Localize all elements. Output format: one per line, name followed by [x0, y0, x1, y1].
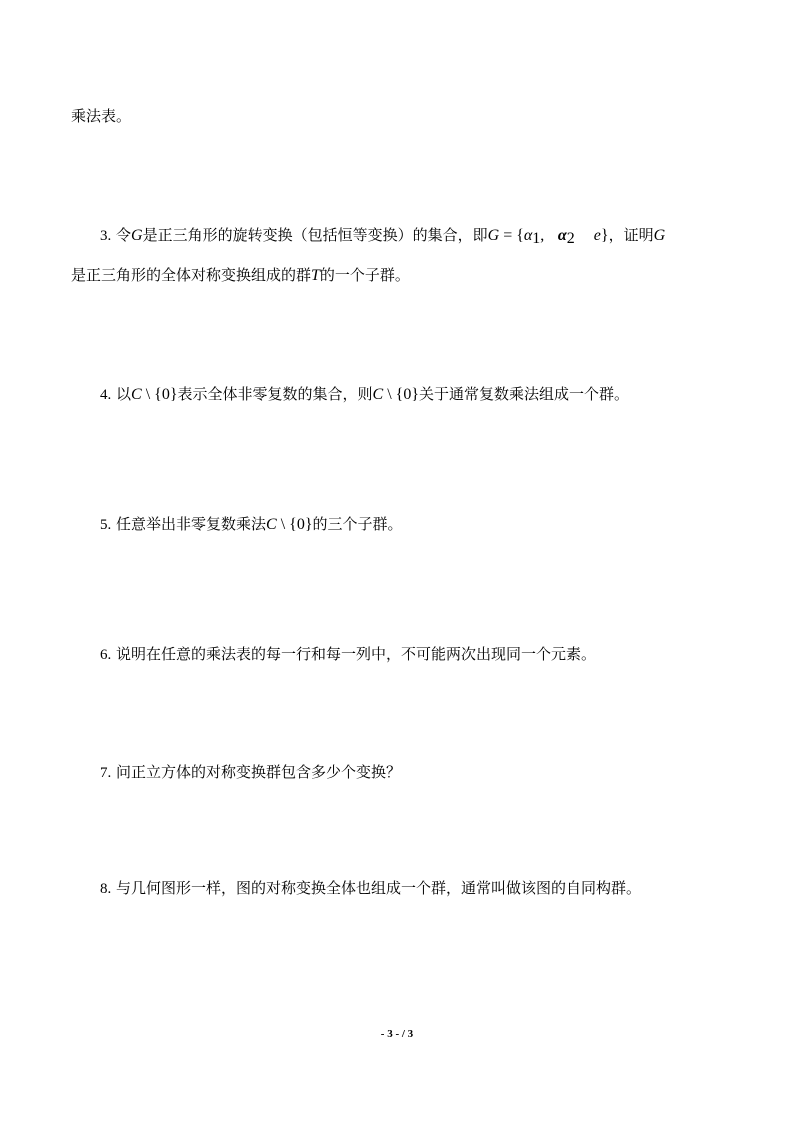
- question-3-alpha-2: α: [557, 227, 567, 244]
- question-6-number: 6.: [100, 647, 112, 663]
- question-8-text: 与几何图形一样，图的对称变换全体也组成一个群，通常叫做该图的自同构群。: [116, 879, 642, 897]
- question-6-text: 说明在任意的乘法表的每一行和每一列中，不可能两次出现同一个元素。: [116, 645, 597, 663]
- question-3-symbol-t: T: [311, 267, 320, 284]
- question-3-text-3: ，证明: [608, 226, 654, 244]
- question-3-set-close: }: [600, 227, 609, 244]
- question-4-number: 4.: [100, 387, 112, 403]
- question-8-number: 8.: [100, 881, 112, 897]
- question-3-text-2: 是正三角形的旋转变换（包括恒等变换）的集合，即: [142, 226, 488, 244]
- question-3-line-1: [100, 225, 665, 249]
- question-3-text-1: 令: [116, 226, 132, 244]
- question-3-symbol-g: G: [131, 227, 143, 244]
- question-3-alpha-2-sub: 2: [566, 230, 575, 247]
- question-5-number: 5.: [100, 517, 112, 533]
- question-7-line: [100, 762, 401, 783]
- question-5-set-rest: \ {0}: [276, 516, 313, 533]
- intro-tail-line: [71, 106, 131, 126]
- question-5-set-c: C: [266, 516, 277, 533]
- question-3-symbol-g-2: G: [653, 227, 666, 244]
- question-3-separator: ,: [540, 227, 549, 244]
- question-5-text-2: 的三个子群。: [312, 515, 403, 533]
- question-4-set-c-2: C: [372, 386, 384, 403]
- question-3-line-2-text-2: 的一个子群。: [319, 266, 410, 284]
- question-5-line: [100, 514, 403, 535]
- question-4-text-1: 以: [116, 385, 132, 403]
- question-3-set-eq: = {: [499, 227, 524, 244]
- page-number-footer: - 3 - / 3: [380, 1028, 414, 1040]
- intro-tail-text: 乘法表。: [71, 107, 132, 125]
- question-4-set-rest-2: \ {0}: [383, 386, 420, 403]
- question-7-text: 问正立方体的对称变换群包含多少个变换？: [116, 763, 402, 781]
- question-3-number: 3.: [100, 228, 112, 244]
- question-5-text-1: 任意举出非零复数乘法: [116, 515, 267, 533]
- question-4-set-c-1: C: [131, 386, 142, 403]
- question-4-set-rest-1: \ {0}: [141, 386, 178, 403]
- question-4-line: [100, 384, 629, 405]
- question-3-alpha-1-sub: 1: [532, 230, 541, 247]
- question-3-line-2-text-1: 是正三角形的全体对称变换组成的群: [71, 266, 312, 284]
- question-3-set-lhs: G: [487, 227, 500, 244]
- question-8-line: [100, 878, 641, 899]
- question-4-text-3: 关于通常复数乘法组成一个群。: [419, 385, 630, 403]
- question-3-line-2: [71, 265, 410, 286]
- question-4-text-2: 表示全体非零复数的集合，则: [177, 385, 373, 403]
- question-6-line: [100, 644, 596, 665]
- question-7-number: 7.: [100, 765, 112, 781]
- question-3-alpha-1: α: [523, 227, 533, 244]
- question-3-identity-e: e: [593, 227, 601, 244]
